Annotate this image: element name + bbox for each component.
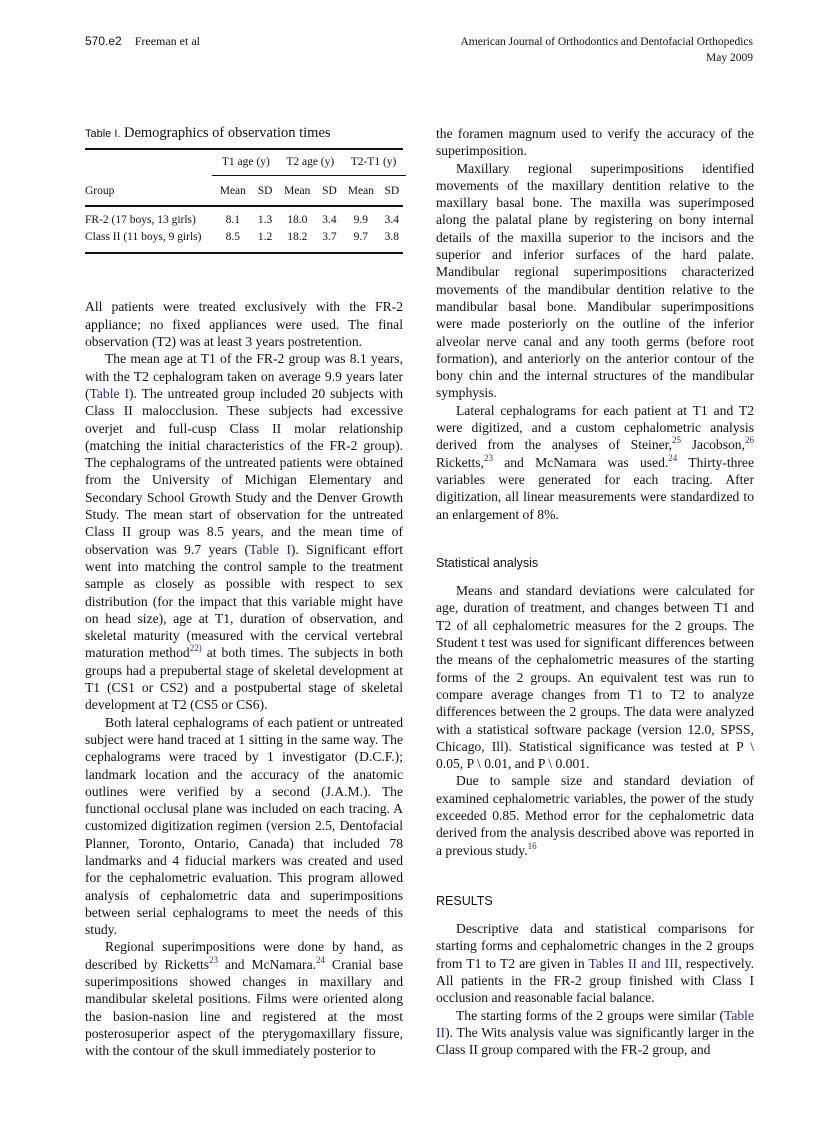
table-link[interactable]: Table II: [436, 1007, 754, 1040]
row-group: Class II (11 boys, 9 girls): [85, 231, 202, 244]
reference-link[interactable]: 22): [189, 643, 202, 654]
reference-link[interactable]: 24: [668, 452, 678, 463]
running-header-right: [460, 34, 753, 66]
cell: 8.5: [225, 231, 240, 244]
author-line: Freeman et al: [134, 34, 201, 48]
paragraph: Due to sample size and standard deviation of examined cephalometric variables, the power of the study exceeded 0.85. Method error for the cephalometric data derived from the analysis described above was reported in a previous study.$^{16}$: [436, 773, 754, 858]
cell: 9.9: [353, 213, 369, 226]
paragraph: Lateral cephalograms for each patient at T1 and T2 were digitized, and a custom cephalometric analysis derived from the analyses of Steiner,$^{25}$ Jacobson,$^{26}$ Ricketts,$^{23}$ and McNamara was used.$^{24}$ Thirty-three variables were generated for each tracing. After digitization, all linear measurements were standardized to an enlargement of 8%.: [436, 402, 754, 522]
col-group-diff: T2-T1 (y): [341, 149, 403, 178]
table-title: Demographics of observation times: [123, 125, 331, 141]
issue-date: May 2009: [706, 52, 753, 64]
page-number: 570.e2: [85, 34, 122, 48]
row-group: FR-2 (17 boys, 13 girls): [85, 213, 196, 226]
paragraph: All patients were treated exclusively with the FR-2 appliance; no fixed appliances were used. The final observation (T2) was at least 3 years postretention.: [85, 299, 403, 350]
cell: 1.2: [257, 231, 273, 244]
reference-link[interactable]: 25: [672, 435, 682, 446]
cell: 1.3: [257, 213, 273, 226]
table-link[interactable]: Table I: [249, 541, 291, 557]
cell: 8.1: [225, 213, 240, 226]
section-heading-statistical-analysis: Statistical analysis: [436, 555, 539, 570]
table-row: [85, 229, 403, 253]
cell: 18.0: [287, 213, 308, 226]
right-column: [436, 125, 754, 1059]
paragraph: the foramen magnum used to verify the accuracy of the superimposition.: [436, 126, 754, 159]
table-label: Table I.: [85, 128, 121, 140]
paragraph: The mean age at T1 of the FR-2 group was 8.1 years, with the T2 cephalogram taken on average 9.9 years later (Table I). The untreated group included 20 subjects with Class II malocclusion. These subjects had excessive overjet and full-cusp Class II molar relationship (matching the initial characteristics of the FR-2 group). The cephalograms of the untreated patients were obtained from the University of Michigan Elementary and Secondary School Growth Study and the Denver Growth Study. The mean start of observation for the untreated Class II group was 8.5 years, and the mean time of observation was 9.7 years (Table I). Significant effort went into matching the control sample to the treatment sample as closely as possible with respect to sex distribution (for the impact that this variable might have on head size), age at T1, duration of observation, and skeletal maturity (measured with the cervical vertebral maturation method$^{22)}$ at both times. The subjects in both groups had a prepubertal stage of skeletal development at T1 (CS1 or CS2) and a postpubertal stage of skeletal development at T2 (CS5 or CS6).: [85, 351, 404, 713]
cell: 9.7: [353, 231, 369, 244]
sub-header: Mean: [219, 184, 246, 197]
paragraph: Regional superimpositions were done by hand, as described by Ricketts$^{23}$ and McNamara.$^{24}$ Cranial base superimpositions showed changes in maxillary and mandibular skeletal positions. Films were oriented along the basion-nasion line and registered at the most posterosuperior aspect of the pterygomaxillary fissure, with the contour of the skull immediately posterior to: [85, 939, 404, 1059]
col-group-t1: T1 age (y): [212, 149, 276, 178]
reference-link[interactable]: 23: [483, 452, 493, 463]
table-link[interactable]: Tables II and III: [588, 955, 679, 971]
table-header-empty: [85, 149, 212, 178]
cell: 3.4: [322, 213, 337, 226]
reference-link[interactable]: 16: [527, 840, 537, 851]
table-caption: [85, 125, 403, 143]
col-group-t2: T2 age (y): [277, 149, 341, 178]
cell: 18.2: [287, 231, 308, 244]
sub-header: SD: [257, 184, 273, 197]
table-row: [85, 206, 403, 229]
section-heading-results: RESULTS: [436, 893, 493, 908]
reference-link[interactable]: 24: [316, 954, 326, 965]
cell: 3.7: [322, 231, 337, 244]
reference-link[interactable]: 26: [744, 435, 754, 446]
paragraph: Means and standard deviations were calculated for age, duration of treatment, and changes between T1 and T2 of all cephalometric measures for the 2 groups. The Student t test was used for significant differences between the means of the cephalometric measures of the starting forms of the 2 groups. An equivalent test was run to compare average changes from T1 to T2 to analyze differences between the 2 groups. The data were analyzed with a statistical software package (version 12.0, SPSS, Chicago, Ill). Statistical significance was tested at P \ 0.05, P \ 0.01, and P \ 0.001.: [436, 583, 754, 772]
journal-title: American Journal of Orthodontics and Dentofacial Orthopedics: [460, 36, 753, 48]
sub-header: Mean: [284, 184, 311, 197]
group-header: Group: [85, 184, 115, 197]
paragraph: Both lateral cephalograms of each patient or untreated subject were hand traced at 1 sitting in the same way. The cephalograms were traced by 1 investigator (D.C.F.); landmark location and the accuracy of the anatomic outlines were verified by a second (J.A.M.). The functional occlusal plane was included on each tracing. A customized digitization regimen (version 2.5, Dentofacial Planner, Toronto, Ontario, Canada) that included 78 landmarks and 4 fiducial markers was created and used for the cephalometric evaluation. This program allowed analysis of cephalometric data and superimpositions between serial cephalograms to meet the needs of this study.: [85, 714, 403, 938]
sub-header: SD: [322, 184, 337, 197]
paragraph: Descriptive data and statistical comparisons for starting forms and cephalometric changes in the 2 groups from T1 to T2 are given in Tables II and III, respectively. All patients in the FR-2 group finished with Class I occlusion and reasonable facial balance.: [436, 921, 754, 1006]
sub-header: Mean: [347, 184, 374, 197]
reference-link[interactable]: 23: [209, 954, 219, 965]
paragraph: The starting forms of the 2 groups were similar (Table II). The Wits analysis value was significantly larger in the Class II group compared with the FR-2 group, and: [436, 1007, 754, 1058]
demographics-table: [85, 148, 403, 254]
cell: 3.4: [384, 213, 400, 226]
paragraph: Maxillary regional superimpositions identified movements of the maxillary dentition relative to the maxillary basal bone. The maxilla was superimposed along the palatal plane by registering on bony internal details of the maxilla superior to the incisors and the superior and inferior surfaces of the hard palate. Mandibular regional superimpositions characterized movements of the mandibular dentition relative to the mandibular basal bone. Mandibular superimpositions were made posteriorly on the outline of the inferior alveolar nerve canal and any tooth germs (before root formation), and anteriorly on the anterior contour of the bony chin and the internal structures of the mandibular symphysis.: [436, 160, 754, 401]
table-link[interactable]: Table I: [89, 385, 129, 401]
sub-header: SD: [384, 184, 400, 197]
left-column: [85, 125, 403, 1060]
cell: 3.8: [384, 231, 400, 244]
running-header-left: [85, 34, 200, 49]
